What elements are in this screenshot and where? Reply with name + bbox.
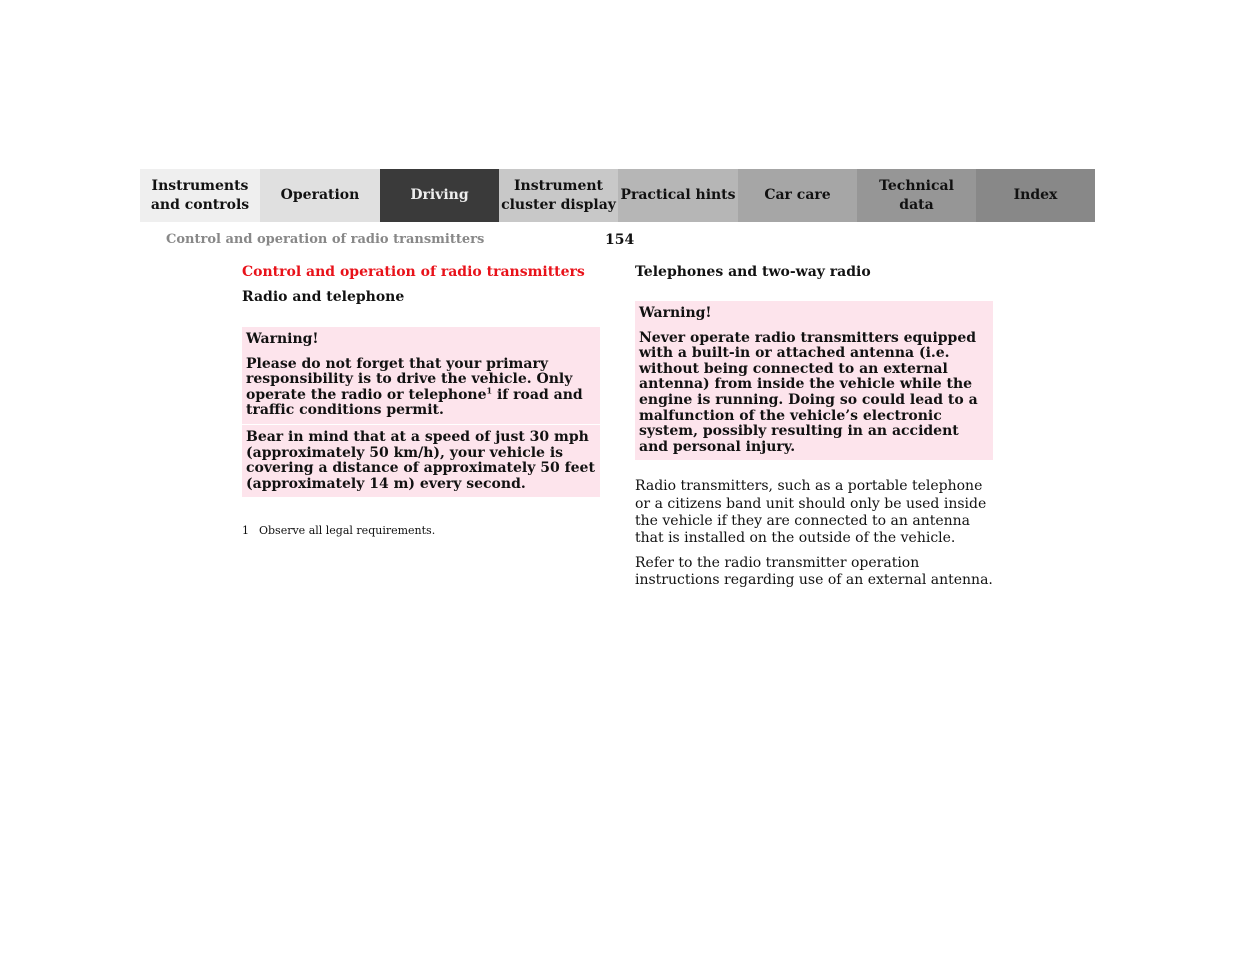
warning-text-part2: if road and traffic conditions permit.: [246, 386, 583, 419]
body-paragraph-transmitters: Radio transmitters, such as a portable telephone or a citizens band unit should only be used inside the vehicle if they are connected to an antenna that is installed on the outside of the vehicle.: [635, 478, 987, 547]
footnote-text: Observe all legal requirements.: [259, 524, 436, 538]
tab-technical-data[interactable]: Technical data: [857, 169, 976, 222]
tab-car-care[interactable]: Car care: [738, 169, 857, 222]
body-paragraph-external-antenna: Refer to the radio transmitter operation instructions regarding use of an external antenna.: [635, 554, 993, 588]
footnote-number: 1: [242, 524, 249, 538]
left-column: [242, 263, 600, 537]
tab-instrument-cluster-display[interactable]: Instrument cluster display: [499, 169, 618, 222]
tab-driving[interactable]: Driving: [380, 169, 499, 222]
running-header-title: Control and operation of radio transmitters: [166, 232, 485, 247]
footnote: [242, 524, 600, 537]
subheading-telephones-two-way-radio: Telephones and two-way radio: [635, 264, 871, 280]
tab-index[interactable]: Index: [976, 169, 1095, 222]
warning-block-speed: [242, 425, 600, 497]
warning-title: Warning!: [246, 331, 319, 347]
right-column: [635, 263, 993, 589]
tab-practical-hints[interactable]: Practical hints: [618, 169, 738, 222]
warning-text-speed: Bear in mind that at a speed of just 30 mph (approximately 50 km/h), your vehicle is covering a distance of approximately 50 feet (approximately 14 m) every second.: [246, 428, 595, 492]
warning-text-part1: Please do not forget that your primary responsibility is to drive the vehicle. Only operate the radio or telephone: [246, 355, 573, 403]
warning-box-left: [242, 327, 600, 497]
tab-instruments-and-controls[interactable]: Instruments and controls: [140, 169, 260, 222]
section-title: Control and operation of radio transmitters: [242, 264, 585, 280]
warning-text-transmitters: Never operate radio transmitters equipped with a built-in or attached antenna (i.e. without being connected to an external antenna) from inside the vehicle while the engine is running. Doing so could lead to a malfunction of the vehicle’s electronic system, possibly resulting in an accident and personal injury.: [639, 329, 978, 455]
subheading-radio-and-telephone: Radio and telephone: [242, 289, 405, 305]
section-nav: [140, 169, 1095, 222]
warning-block-transmitters: [635, 301, 993, 460]
tab-operation[interactable]: Operation: [260, 169, 380, 222]
warning-box-right: [635, 301, 993, 460]
warning-block-primary: [242, 327, 600, 424]
warning-title: Warning!: [639, 305, 712, 321]
page-number: 154: [605, 232, 635, 248]
footnote-ref: 1: [486, 385, 493, 396]
